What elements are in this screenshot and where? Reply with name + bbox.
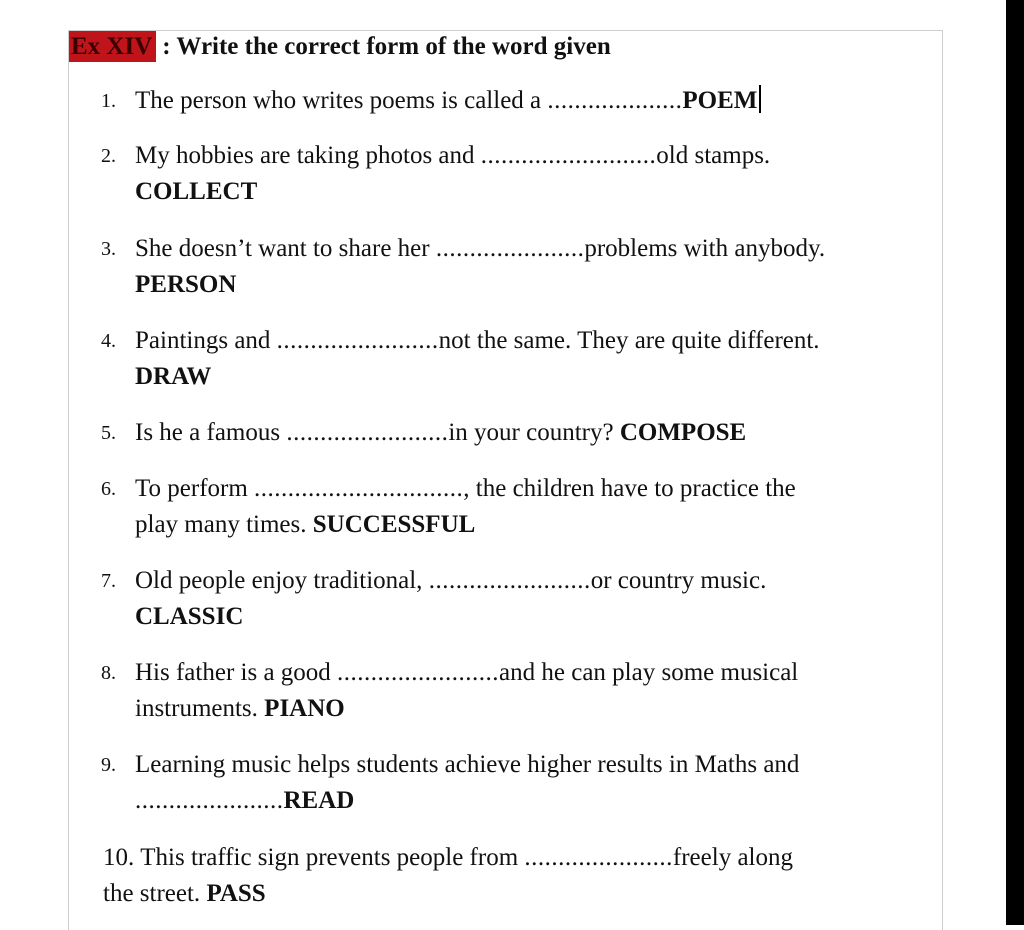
item-text: This traffic sign prevents people from xyxy=(140,844,525,871)
answer-blank[interactable]: .......................... xyxy=(480,142,657,169)
item-text: She doesn’t want to share her xyxy=(135,235,436,262)
answer-blank[interactable]: ...................... xyxy=(135,787,284,814)
keyword: COMPOSE xyxy=(619,419,747,446)
item-text: the street. xyxy=(103,880,207,907)
item-number: 9. xyxy=(101,754,116,776)
item-text: or country music. xyxy=(590,567,767,594)
item-number: 1. xyxy=(101,90,116,112)
item-text: To perform xyxy=(135,475,255,502)
item-text: Old people enjoy traditional, xyxy=(135,567,429,594)
item-number: 10. xyxy=(103,844,135,871)
item-text: old stamps. xyxy=(656,142,771,169)
item-text: Learning music helps students achieve higher results in Maths and xyxy=(135,751,800,778)
answer-blank[interactable]: ........................ xyxy=(428,567,591,594)
exercise-item-6[interactable] xyxy=(101,471,951,543)
exercise-item-1[interactable] xyxy=(101,83,951,119)
keyword: DRAW xyxy=(135,363,212,390)
answer-blank[interactable]: ........................ xyxy=(337,659,500,686)
answer-blank[interactable]: ........................ xyxy=(286,419,449,446)
item-text: My hobbies are taking photos and xyxy=(135,142,481,169)
item-text: freely along xyxy=(672,844,793,871)
window-edge-bar xyxy=(1006,0,1024,925)
item-text: in your country? xyxy=(448,419,620,446)
item-number: 8. xyxy=(101,662,116,684)
exercise-label: Ex XIV xyxy=(69,31,156,62)
exercise-item-5[interactable] xyxy=(101,415,951,451)
answer-blank[interactable]: ...................... xyxy=(524,844,673,871)
keyword: POEM xyxy=(682,87,758,114)
exercise-item-2[interactable] xyxy=(101,138,951,210)
item-text: Is he a famous xyxy=(135,419,287,446)
keyword: PERSON xyxy=(135,271,237,298)
item-number: 7. xyxy=(101,570,116,592)
keyword: READ xyxy=(283,787,355,814)
exercise-heading xyxy=(69,31,611,62)
item-number: 4. xyxy=(101,330,116,352)
item-text: The person who writes poems is called a xyxy=(135,87,548,114)
exercise-instruction: : Write the correct form of the word given xyxy=(162,32,611,60)
keyword: PIANO xyxy=(264,695,345,722)
item-text: not the same. They are quite different. xyxy=(438,327,820,354)
exercise-item-9[interactable] xyxy=(101,747,951,819)
answer-blank[interactable]: ...................... xyxy=(435,235,585,262)
keyword: PASS xyxy=(206,880,266,907)
keyword: COLLECT xyxy=(135,178,258,205)
item-text: Paintings and xyxy=(135,327,277,354)
keyword: SUCCESSFUL xyxy=(312,511,476,538)
item-text: problems with anybody. xyxy=(584,235,826,262)
item-text: , the children have to practice the xyxy=(463,475,796,502)
exercise-item-3[interactable] xyxy=(101,231,951,303)
item-number: 2. xyxy=(101,145,116,167)
document-page xyxy=(68,30,943,930)
exercise-item-7[interactable] xyxy=(101,563,951,635)
exercise-item-4[interactable] xyxy=(101,323,951,395)
item-text: and he can play some musical xyxy=(499,659,799,686)
item-text: instruments. xyxy=(135,695,265,722)
item-number: 6. xyxy=(101,478,116,500)
item-number: 5. xyxy=(101,422,116,444)
keyword: CLASSIC xyxy=(135,603,244,630)
text-cursor xyxy=(759,85,761,113)
item-text: play many times. xyxy=(135,511,313,538)
answer-blank[interactable]: .................... xyxy=(547,87,683,114)
answer-blank[interactable]: ........................ xyxy=(276,327,439,354)
item-text: His father is a good xyxy=(135,659,338,686)
exercise-item-8[interactable] xyxy=(101,655,951,727)
exercise-item-10[interactable] xyxy=(103,840,953,912)
item-number: 3. xyxy=(101,238,116,260)
answer-blank[interactable]: ............................... xyxy=(254,475,464,502)
